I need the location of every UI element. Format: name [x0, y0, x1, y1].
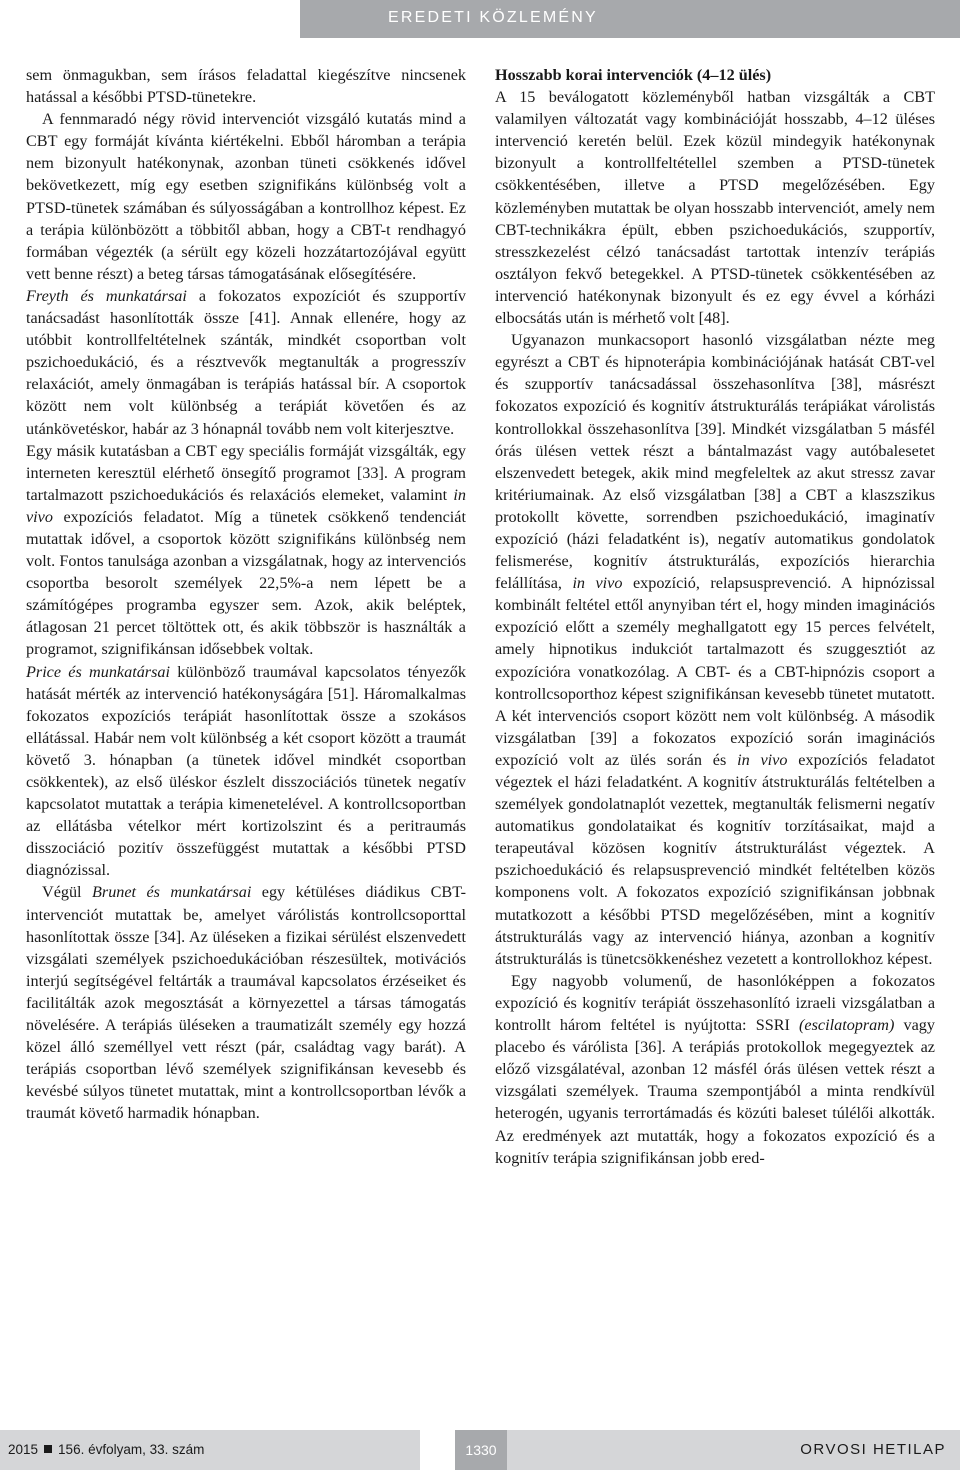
italic-term: (escilatopram)	[799, 1016, 895, 1035]
issue-volume: 156. évfolyam, 33. szám	[58, 1442, 205, 1457]
italic-term: in vivo	[26, 485, 466, 526]
paragraph-text: Egy nagyobb volumenű, de hasonlóképpen a fokozatos expozíció és kognitív terápiát összehasonlító izraeli vizsgálatban a kontrollt három feltétel is nyújtotta: SSRI	[495, 971, 935, 1035]
issue-info	[8, 1442, 204, 1457]
section-label: EREDETI KÖZLEMÉNY	[388, 9, 598, 26]
paragraph-text: vagy placebo és várólista [36]. A terápiás protokollok megegyeztek az előző vizsgálatéval, azonban 12 másfél órás ülésen vettek részt a vizsgálati személyek. Trauma szempontjából a minta rendkívül heterogén, ugyanis terrortámadás és közúti baleset túlélői alkották. Az eredmények azt mutatták, hogy a fokozatos expozíció és a kognitív terápia szignifikánsan jobb ered-	[495, 1016, 935, 1167]
footer-issue-bar	[0, 1430, 420, 1470]
left-column	[26, 64, 466, 1125]
author-reference: Brunet és munkatársai	[92, 883, 252, 902]
square-separator-icon	[44, 1445, 52, 1453]
paragraph: sem önmagukban, sem írásos feladattal kiegészítve nincsenek hatással a későbbi PTSD-tünetekre.	[26, 66, 466, 107]
banner-spacer	[0, 0, 300, 38]
issue-year: 2015	[8, 1442, 39, 1457]
italic-term: in vivo	[572, 574, 623, 593]
right-column	[495, 64, 935, 1169]
page-number-box	[455, 1430, 507, 1470]
paragraph-text: Ugyanazon munkacsoport hasonló vizsgálatban nézte meg egyrészt a CBT és hipnoterápia kombinációjának hatását CBT-vel és szupportív tanácsadással összehasonlítva [38], másrészt fokozatos expozíció és kognitív átstrukturálás terápiákat várolistás kontrollokkal összehasonlítva [39]. Mindkét vizsgálatban 5 másfél órás ülésen vettek részt a bántalmazást vagy autóbalesetet elszenvedett betegek, akik mind megfeleltek az akut stressz zavar kritériumainak. Az első vizsgálatban [38] a CBT a klaszszikus protokollt követte, sorrendben pszichoedukáció, imaginatív expozíció (házi feladatként is), negatív automatikus gondolatok felismerése, kognitív átstrukturálás, expozíciós hierarchia felállítása,	[495, 331, 935, 593]
paragraph	[495, 970, 935, 1169]
paragraph: A 15 beválogatott közleményből hatban vizsgálták a CBT valamilyen változatát vagy kombinációját hosszabb, 4–12 üléses intervenció keretén belül. Ezek közül mindegyik hatékonynak bizonyult a kontrollfeltétellel szemben a PTSD-tünetek csökkentésében, illetve a PTSD megelőzésében. Egy közleményben mutattak be olyan hosszabb intervenciót, amely nem CBT-technikákra épült, ebben pszichoedukációs, szupportív, stresszkezelést célzó tanácsadást tartottak intenzív terápiás osztályon fekvő betegekkel. A PTSD-tünetek csökkentésében az intervenció hatékonynak bizonyult és ez egy évvel a kórházi elbocsátás után is mérhető volt [48].	[495, 88, 935, 328]
paragraph-text: a fokozatos expozíciót és szupportív tanácsadást hasonlították össze [41]. Annak ellenére, hogy az utóbbit kontrollfeltételnek szánták, mindkét csoportban volt pszichoedukáció, és a résztvevők megtanulták a progresszív relaxációt, amely önmagában is terápiás hatással bír. A csoportok között nem volt különbség a terápiát követően és az utánkövetéskor, habár az 3 hónapnál tovább nem volt kiterjesztve.	[26, 286, 466, 438]
paragraph-text: Egy másik kutatásban a CBT egy speciális formáját vizsgálták, egy interneten keresztül elérhető önsegítő programot [33]. A program tartalmazott pszichoedukációs és relaxációs elemeket, valamint	[26, 441, 466, 504]
paragraph-text: Végül	[42, 883, 92, 902]
italic-term: in vivo	[737, 750, 788, 769]
paragraph	[26, 285, 466, 440]
section-heading: Hosszabb korai intervenciók (4–12 ülés)	[495, 66, 772, 84]
paragraph-text: expozíció, relapsusprevenció. A hipnózissal kombinált feltétel ettől anynyiban tért el, hogy minden imaginációs expozíció előtt a személy meghallgatott egy 15 perces felvételt, amely hipnotikus indukciót tartalmazott és szuggesztiót az expozícióra vonatkozólag. A CBT- és a CBT-hipnózis csoport a kontrollcsoporthoz képest szignifikánsan kevesebb tünetet mutatott. A két intervenciós csoport között nem volt különbség. A második vizsgálatban [39] a fokozatos expozíció során imaginációs expozíció volt az ülés során és	[495, 574, 935, 769]
journal-name: ORVOSI HETILAP	[800, 1441, 946, 1458]
paragraph-text: egy kétüléses diádikus CBT-intervenciót mutattak be, amelyet várólistás kontrollcsoporttal hasonlítottak össze [34]. Az üléseken a fizikai sérülést elszenvedett vizsgálati személyek pszichoedukációban részesültek, motivációs interjú segítségével feltárták a traumával kapcsolatos érzéseiket és facilitálták azok megosztását a környezettel a társas támogatás növelésére. A terápiás üléseken a traumatizált személy egy hozzá közel álló személlyel vett részt (pár, családtag vagy barát). A terápiás csoportban lévő személyek szignifikánsan kevesebb és kevésbé súlyos tünetet mutattak, mint a kontrollcsoportban lévők a traumát követő harmadik hónapban.	[26, 883, 467, 1123]
author-reference: Freyth és munkatársai	[26, 286, 187, 305]
paragraph-text: expozíciós feladatot. Míg a tünetek csökkenő tendenciát mutattak idővel, a csoportok között szignifikáns különbség nem volt. Fontos tanulsága azonban a vizsgálatnak, hogy az intervenciós csoportba besorolt személyek 22,5%-a nem lépett be a számítógépes programba egyszer sem. Azok, akik beléptek, átlagosan 21 percet töltöttek ott, és akik többször is használták a programot, szignifikánsan idősebbek voltak.	[26, 507, 466, 659]
page-number: 1330	[465, 1442, 497, 1458]
author-reference: Price és munkatársai	[26, 662, 170, 681]
paragraph-text: különböző traumával kapcsolatos tényezők hatását mérték az intervenció hatékonyságára [51]. Háromalkalmas fokozatos expozíciós terápiát hasonlítottak össze a szokásos ellátással. Habár nem volt különbség a két csoport között a traumát követő 3. hónapban (a tünetek idővel mindkét csoportban csökkentek), az első üléskor észlelt disszociációs tünetek negatív kapcsolatot mutattak a terápia kimenetelével. A kontrollcsoportban az ellátásba vételkor mért kortizolszint és a peritraumás disszociáció pozitív összefüggést mutattak a későbbi PTSD diagnózissal.	[26, 662, 466, 880]
paragraph-text: expozíciós feladatot végeztek el házi feladatként. A kognitív átstrukturálás feltételben a személyek gondolatnaplót vezettek, megtanulták felismerni negatív automatikus gondolataikat és kognitív torzításaikat, majd a terapeutával közösen kognitív átstrukturálást végeztek. A pszichoedukáció és relapsusprevenció mindkét feltételben közös komponens volt. A fokozatos expozíció szignifikánsan jobbnak mutatkozott a későbbi PTSD megelőzésében, mint a kognitív átstrukturálás vagy az intervenció hiánya, azonban a kognitív átstrukturálás is tünetcsökkenéshez vezetett a kontrollokhoz képest.	[495, 750, 935, 968]
paragraph	[26, 661, 466, 882]
paragraph	[26, 881, 466, 1124]
paragraph	[26, 440, 466, 661]
footer-journal-bar	[507, 1430, 960, 1470]
paragraph	[495, 329, 935, 970]
section-banner	[0, 0, 960, 38]
page-footer	[0, 1430, 960, 1470]
paragraph: A fennmaradó négy rövid intervenciót vizsgáló kutatás mind a CBT egy formáját kívánta kiértékelni. Ebből háromban a terápia nem bizonyult hatékonynak, azonban tüneti csökkenés idővel bekövetkezett, míg egy esetben szignifikáns különbség volt a PTSD-tünetek számában és súlyosságában a kontrollhoz képest. Ez a terápia különbözött a többitől abban, hogy a CBT-t rendhagyó formában végezték (a sérült egy közeli hozzátartozójával együtt vett benne részt) a beteg társas támogatásának elősegítésére.	[26, 110, 466, 283]
